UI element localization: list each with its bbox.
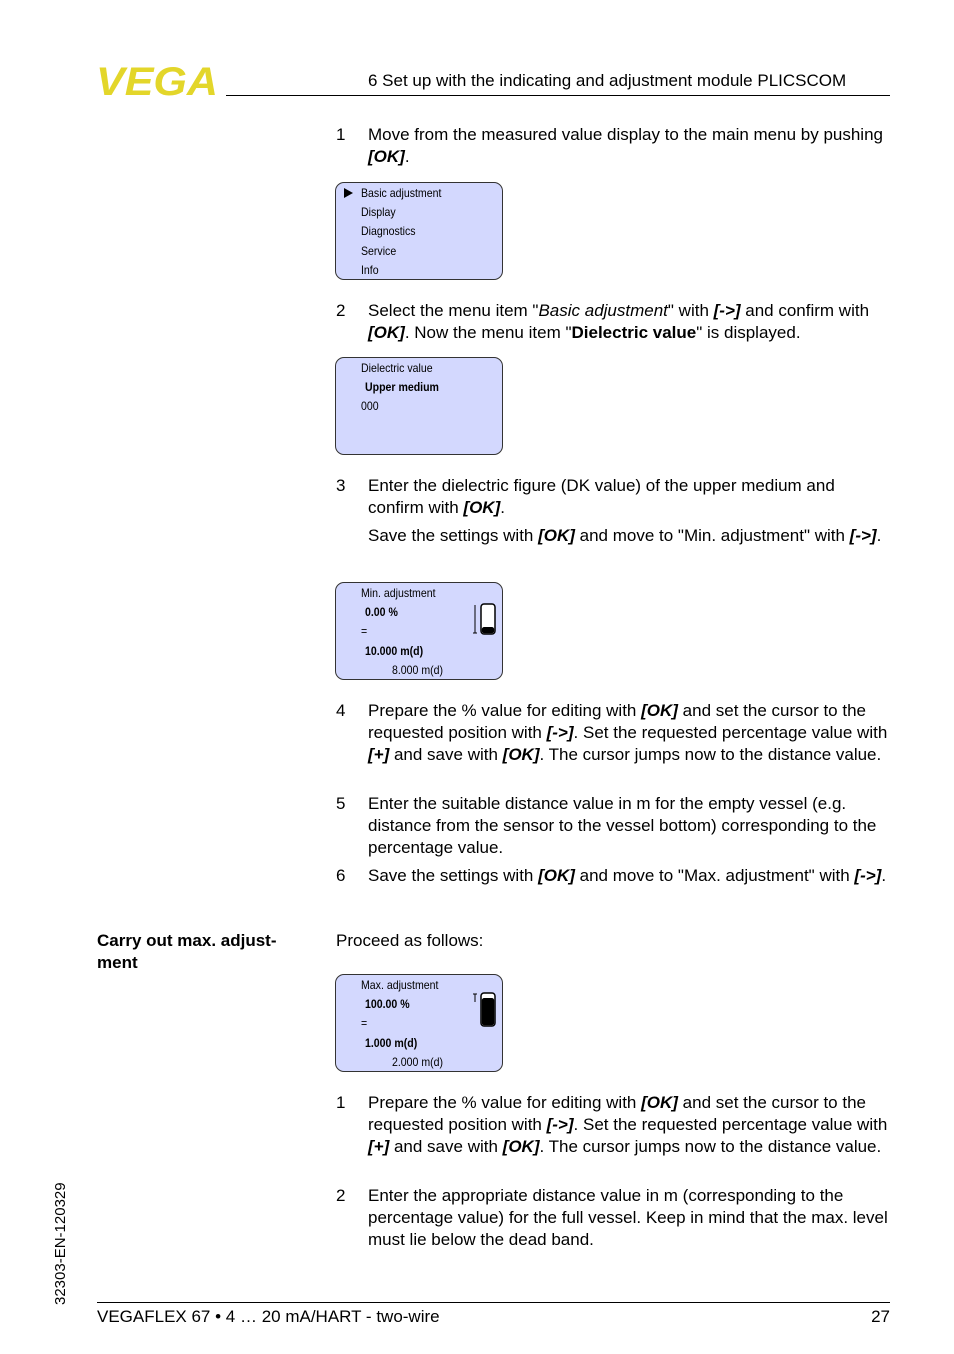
step-text: Save the settings with: [368, 866, 539, 885]
lcd-max-adjustment: [335, 974, 503, 1072]
step-text: .: [881, 866, 887, 885]
empty-vessel-icon: [472, 603, 498, 637]
arrow-key: [->]: [849, 526, 877, 545]
step-max-1: [336, 1092, 892, 1158]
ok-key: [OK]: [538, 526, 575, 545]
arrow-key: [->]: [713, 301, 741, 320]
footer-divider: [97, 1302, 890, 1303]
step-1: [336, 124, 892, 168]
step-text: and set the cursor to the requested position with: [368, 1093, 866, 1134]
step-number: 1: [336, 125, 346, 144]
lcd-title: Dielectric value: [361, 361, 433, 375]
vega-logo: [96, 62, 220, 98]
ok-key: [OK]: [368, 147, 405, 166]
side-heading: Carry out max. adjust-ment: [97, 931, 277, 972]
lcd-measured: 8.000 m(d): [392, 663, 444, 677]
document-code: 32303-EN-120329: [52, 1182, 69, 1305]
play-arrow-icon: [344, 188, 353, 198]
step-text: Enter the suitable distance value in m for the empty vessel (e.g. distance from the sensor to the vessel bottom) corresponding to the percentage value.: [368, 794, 877, 857]
step-number: 2: [336, 1186, 346, 1205]
lcd-measured: 2.000 m(d): [392, 1055, 444, 1069]
step-6: [336, 865, 892, 887]
lcd-main-menu: [335, 182, 503, 280]
lcd-title: Max. adjustment: [361, 978, 439, 992]
lcd-value: Upper medium: [365, 380, 439, 394]
plus-key: [+]: [368, 745, 390, 764]
lcd-percent: 100.00 %: [365, 997, 410, 1011]
step-text: " is displayed.: [696, 323, 801, 342]
menu-item-diagnostics: Diagnostics: [361, 224, 416, 238]
step-text: and move to "Max. adjustment" with: [574, 866, 855, 885]
step-text: Prepare the % value for editing with: [368, 1093, 642, 1112]
step-text: . The cursor jumps now to the distance value.: [539, 745, 882, 764]
ok-key: [OK]: [641, 1093, 678, 1112]
step-number: 3: [336, 476, 346, 495]
step-text: Enter the appropriate distance value in m (corresponding to the percentage value) for the full vessel. Keep in mind that the max. level must lie below the dead band.: [368, 1186, 888, 1249]
ok-key: [OK]: [538, 866, 575, 885]
lcd-dielectric: [335, 357, 503, 455]
dielectric-label: Dielectric value: [571, 323, 697, 342]
menu-item-basic-adjustment: Basic adjustment: [361, 186, 442, 200]
section-title: 6 Set up with the indicating and adjustment module PLICSCOM: [368, 71, 847, 90]
step-text: . Now the menu item ": [404, 323, 572, 342]
header-divider: [226, 95, 890, 96]
max-intro: Proceed as follows:: [336, 931, 484, 950]
step-number: 6: [336, 866, 346, 885]
arrow-key: [->]: [546, 723, 574, 742]
menu-item-ref: Basic adjustment: [538, 301, 668, 320]
logo-text: VEGA: [96, 62, 218, 98]
step-text: .: [876, 526, 882, 545]
footer-product: VEGAFLEX 67 • 4 … 20 mA/HART - two-wire: [97, 1307, 440, 1326]
lcd-min-adjustment: [335, 582, 503, 680]
step-text: . Set the requested percentage value with: [573, 1115, 888, 1134]
full-vessel-icon: [472, 992, 498, 1028]
lcd-equals: =: [361, 624, 368, 638]
step-text: .: [500, 498, 505, 517]
step-text: .: [404, 147, 410, 166]
lcd-percent: 0.00 %: [365, 605, 398, 619]
ok-key: [OK]: [463, 498, 501, 517]
ok-key: [OK]: [641, 701, 678, 720]
step-number: 1: [336, 1093, 346, 1112]
step-text: Select the menu item ": [368, 301, 539, 320]
arrow-key: [->]: [854, 866, 882, 885]
step-number: 2: [336, 301, 346, 320]
step-number: 4: [336, 701, 346, 720]
page-number: 27: [871, 1307, 890, 1326]
ok-key: [OK]: [502, 1137, 540, 1156]
step-text: . Set the requested percentage value with: [573, 723, 888, 742]
step-4: [336, 700, 892, 766]
ok-key: [OK]: [502, 745, 540, 764]
lcd-digits: 000: [361, 399, 379, 413]
step-text: " with: [667, 301, 714, 320]
step-3: [336, 475, 892, 519]
lcd-title: Min. adjustment: [361, 586, 436, 600]
lcd-distance: 1.000 m(d): [365, 1036, 418, 1050]
menu-item-display: Display: [361, 205, 396, 219]
step-5: [336, 793, 892, 859]
step-text: and set the cursor to the requested position with: [368, 701, 866, 742]
step-text: and move to "Min. adjustment" with: [574, 526, 850, 545]
step-2: [336, 300, 892, 344]
step-text: and save with: [389, 1137, 503, 1156]
step-text: and save with: [389, 745, 503, 764]
step-text: Prepare the % value for editing with: [368, 701, 642, 720]
step-text: and confirm with: [740, 301, 870, 320]
arrow-key: [->]: [546, 1115, 574, 1134]
step-max-2: [336, 1185, 892, 1251]
menu-item-service: Service: [361, 244, 397, 258]
save-note: [368, 525, 892, 547]
lcd-equals: =: [361, 1016, 368, 1030]
step-text: Enter the dielectric figure (DK value) of the upper medium and confirm with: [368, 476, 835, 517]
step-text: Move from the measured value display to the main menu by pushing: [368, 125, 883, 144]
step-text: Save the settings with: [368, 526, 539, 545]
lcd-distance: 10.000 m(d): [365, 644, 424, 658]
menu-item-info: Info: [361, 263, 379, 277]
step-text: . The cursor jumps now to the distance value.: [539, 1137, 882, 1156]
plus-key: [+]: [368, 1137, 390, 1156]
ok-key: [OK]: [368, 323, 405, 342]
step-number: 5: [336, 794, 346, 813]
